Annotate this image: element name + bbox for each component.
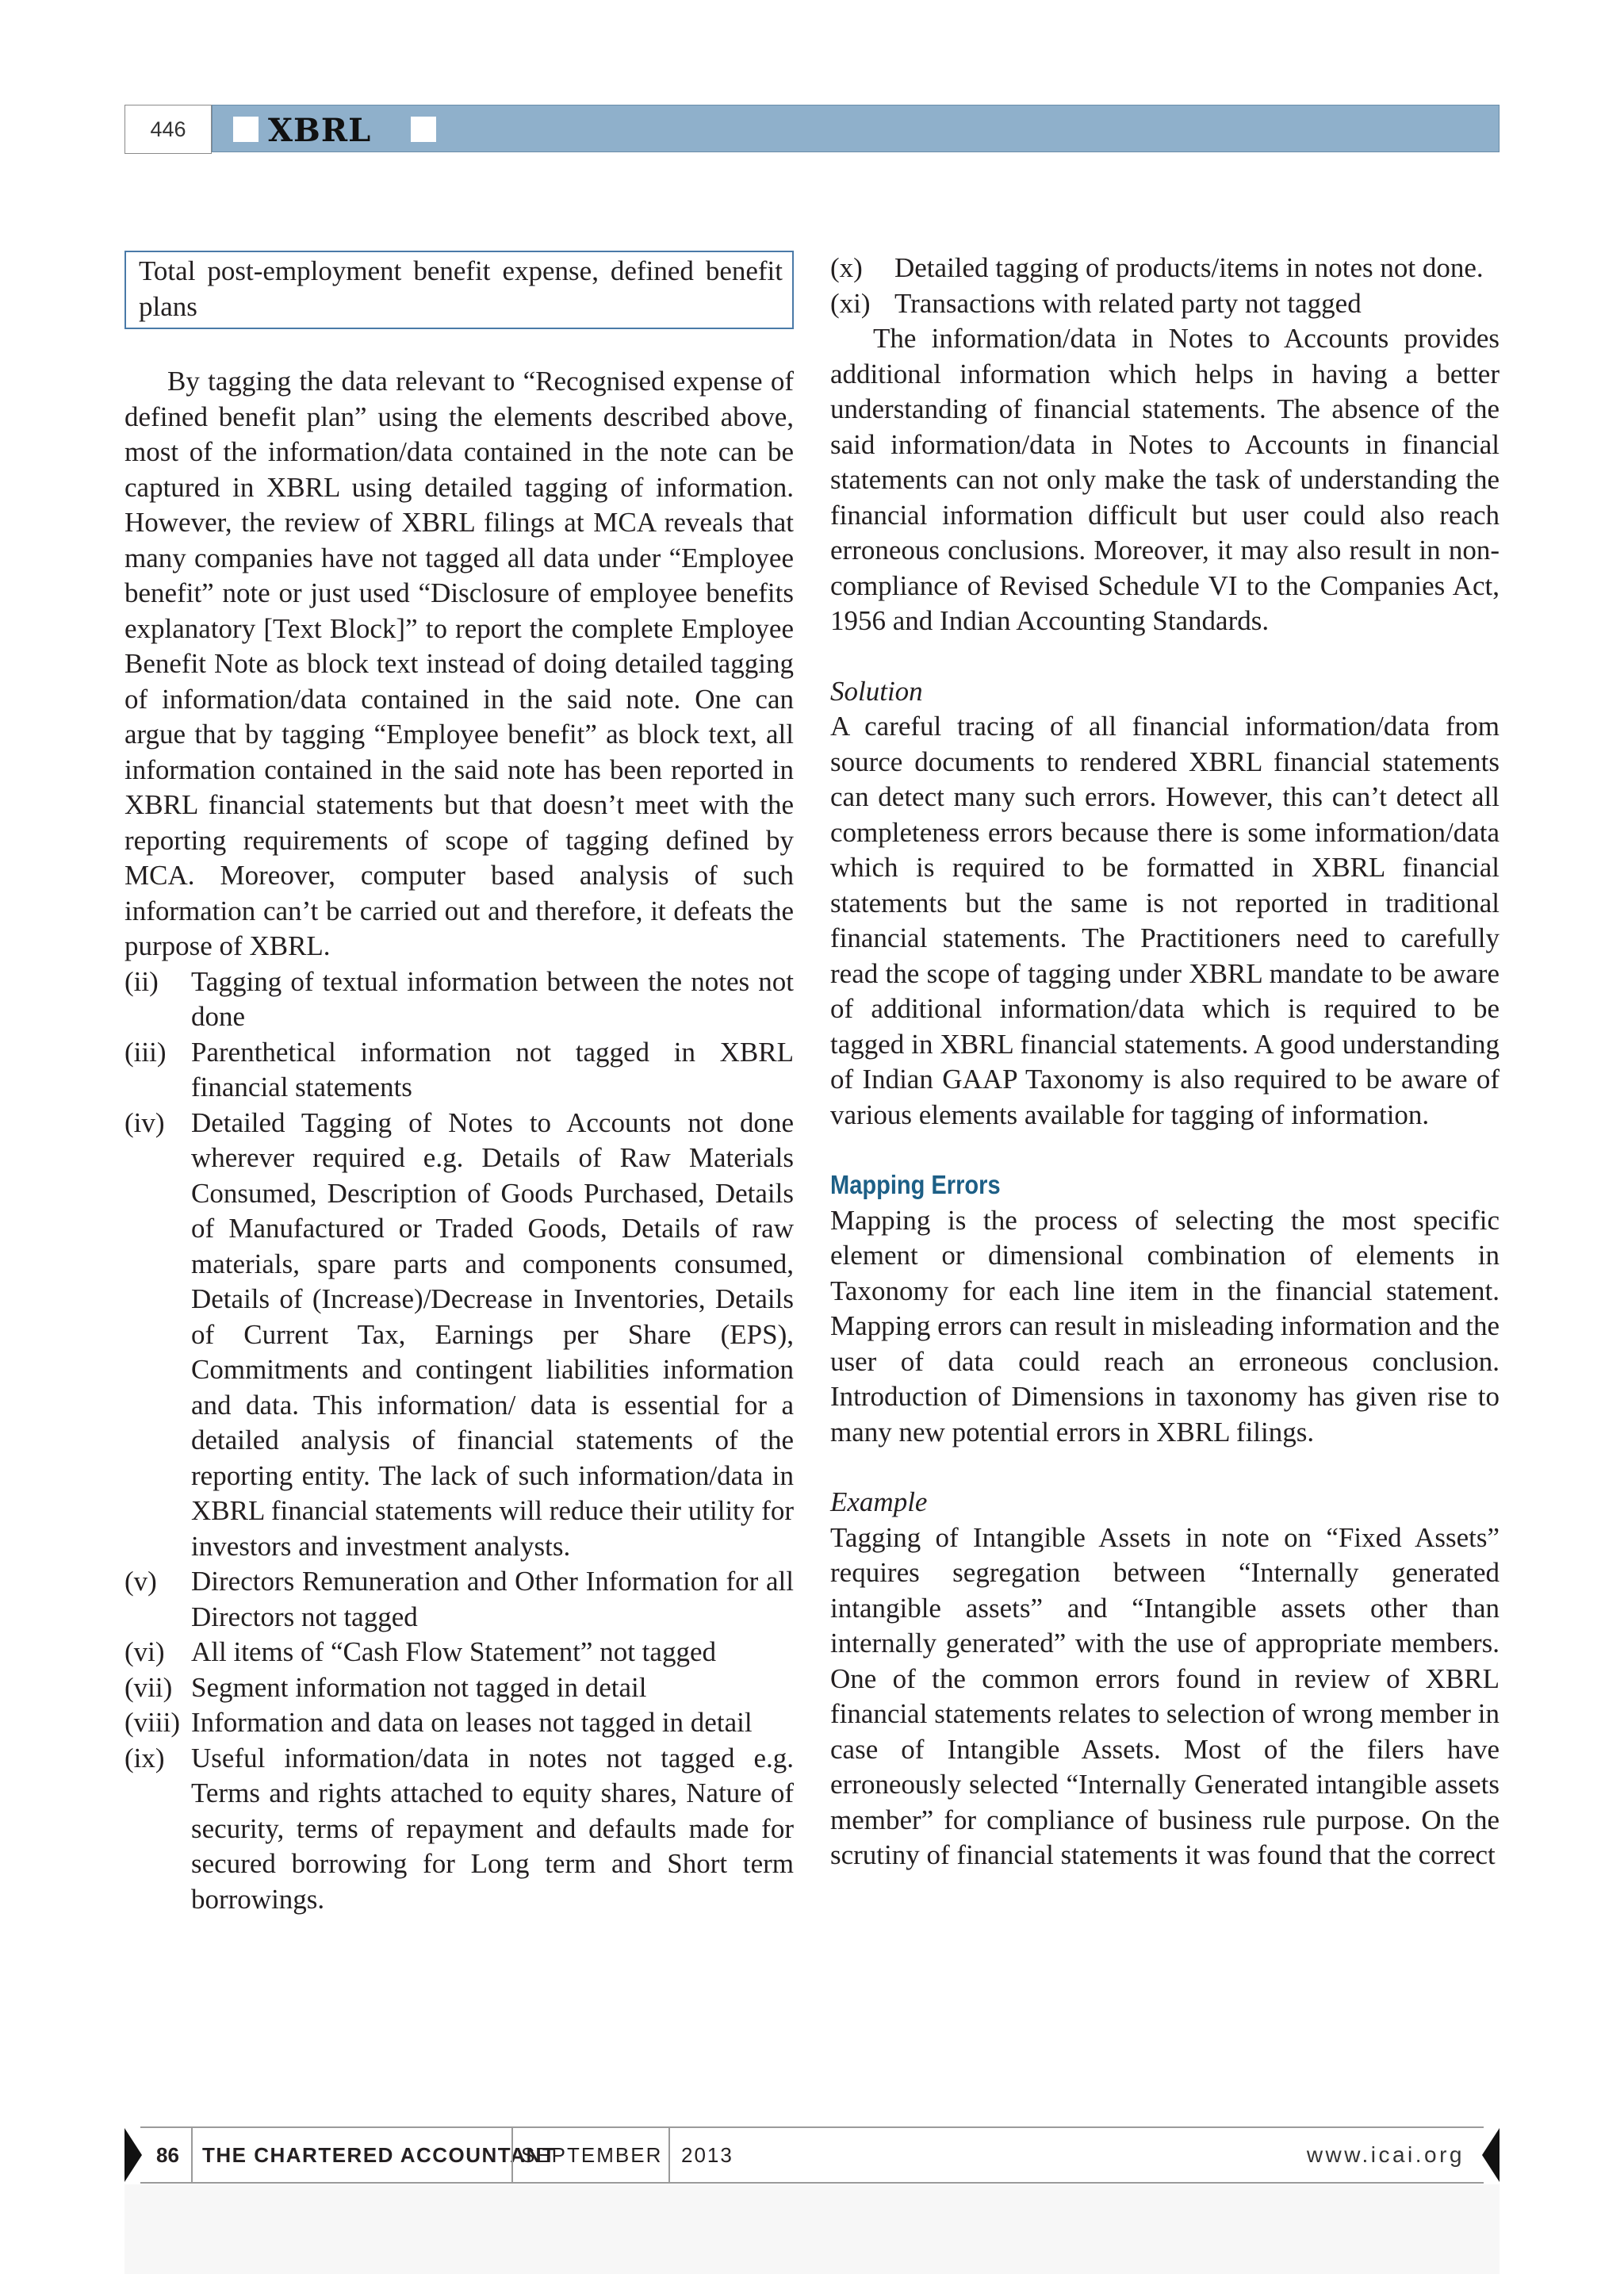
footer-year: 2013 — [668, 2128, 733, 2182]
list-item — [124, 964, 794, 1035]
list-marker: (v) — [124, 1566, 157, 1597]
header-page-number: 446 — [124, 105, 212, 154]
list-item — [830, 251, 1500, 286]
left-column — [124, 251, 794, 1917]
header-bar — [212, 105, 1500, 152]
solution-paragraph: A careful tracing of all financial information/data from source documents to rendered XBRL financial statements can detect many such errors. However, this can’t detect all completeness errors because there is some information/data which is required to be formatted in XBRL financial statements but the same is not reported in traditional financial statements. The Practitioners need to carefully read the scope of tagging under XBRL mandate to be aware of additional information/data which is required to be tagged in XBRL financial statements. A good understanding of Indian GAAP Taxonomy is also required to be aware of various elements available for tagging of information. — [830, 711, 1500, 1130]
list-item — [124, 1564, 794, 1635]
list-text: Tagging of textual information between the notes not done — [191, 965, 794, 1032]
list-marker: (viii) — [124, 1707, 180, 1738]
list-text: Information and data on leases not tagged in detail — [191, 1707, 753, 1738]
error-list-continued — [830, 251, 1500, 321]
boxed-text: Total post-employment benefit expense, defined benefit plans — [139, 255, 783, 322]
list-item — [124, 1035, 794, 1106]
list-marker: (ix) — [124, 1742, 165, 1774]
list-item — [124, 1741, 794, 1918]
square-icon — [411, 117, 436, 142]
list-text: Detailed Tagging of Notes to Accounts not done wherever required e.g. Details of Raw Materials Consumed, Description of Goods Purchased, Details of Manufactured or Traded Goods, Details of raw materials, spare parts and components consumed, Details of (Increase)/Decrease in Inventories, Details of Current Tax, Earnings per Share (EPS), Commitments and contingent liabilities information and data. This information/ data is essential for a detailed analysis of financial statements of the reporting entity. The lack of such information/data in XBRL financial statements will reduce their utility for investors and investment analysts. — [191, 1106, 794, 1562]
list-text: Parenthetical information not tagged in XBRL financial statements — [191, 1036, 794, 1102]
triangle-left-icon — [1482, 2128, 1500, 2182]
triangle-right-icon — [124, 2128, 142, 2182]
list-marker: (xi) — [830, 287, 871, 319]
body-paragraph: By tagging the data relevant to “Recognised expense of defined benefit plan” using the elements described above, most of the information/data contained in the note can be captured in XBRL using detailed tagging of information. However, the review of XBRL filings at MCA reveals that many companies have not tagged all data under “Employee benefit” note or just used “Disclosure of employee benefits explanatory [Text Block]” to report the complete Employee Benefit Note as block text instead of doing detailed tagging of information/data contained in the said note. One can argue that by tagging “Employee benefit” as block text, all information contained in the said note has been reported in XBRL financial statements but that doesn’t meet with the reporting requirements of scope of tagging defined by MCA. Moreover, computer based analysis of such information can’t be carried out and therefore, it defeats the purpose of XBRL. — [124, 366, 794, 961]
list-item — [124, 1670, 794, 1706]
mapping-errors-heading: Mapping Errors — [830, 1170, 1001, 1199]
list-text: Directors Remuneration and Other Information for all Directors not tagged — [191, 1566, 794, 1632]
section-title: XBRL — [268, 112, 372, 149]
square-icon — [233, 117, 259, 142]
boxed-element-label — [124, 251, 794, 329]
list-text: Detailed tagging of products/items in notes not done. — [894, 252, 1484, 283]
mapping-errors-paragraph: Mapping is the process of selecting the most specific element or dimensional combination of elements in Taxonomy for each line item in the financial statement. Mapping errors can result in misleading information and the user of data could reach an erroneous conclusion. Introduction of Dimensions in taxonomy has given rise to many new potential errors in XBRL filings. — [830, 1204, 1500, 1448]
error-list — [124, 964, 794, 1918]
running-footer — [124, 2126, 1500, 2182]
example-heading: Example — [830, 1486, 928, 1517]
footer-magazine-title: THE CHARTERED ACCOUNTANT — [191, 2128, 556, 2182]
list-item — [124, 1705, 794, 1741]
list-marker: (vii) — [124, 1671, 173, 1703]
list-item — [124, 1635, 794, 1670]
footer-website-link[interactable]: www.icai.org — [1306, 2142, 1465, 2167]
running-header — [124, 105, 1500, 154]
body-paragraph: The information/data in Notes to Accounts provides additional information which helps in having a better understanding of financial statements. The absence of the said information/data in Notes to Accounts in financial statements can not only make the task of understanding the financial information difficult but user could also reach erroneous conclusions. Moreover, it may also result in non-compliance of Revised Schedule VI to the Companies Act, 1956 and Indian Accounting Standards. — [830, 323, 1500, 636]
example-paragraph: Tagging of Intangible Assets in note on “Fixed Assets” requires segregation between “Internally generated intangible assets” and “Intangible assets other than internally generated” with the use of appropriate members. One of the common errors found in review of XBRL financial statements relates to selection of wrong member in case of Intangible Assets. Most of the filers have erroneously selected “Internally Generated intangible assets member” for compliance of business rule purpose. On the scrutiny of financial statements it was found that the correct — [830, 1521, 1500, 1870]
footer-page-number: 86 — [156, 2142, 179, 2167]
list-text: Transactions with related party not tagged — [894, 287, 1362, 319]
footer-month: SEPTEMBER — [511, 2128, 662, 2182]
right-column — [830, 251, 1500, 1873]
list-item — [124, 1106, 794, 1565]
solution-heading: Solution — [830, 675, 923, 707]
list-text: Segment information not tagged in detail — [191, 1671, 647, 1703]
page-bottom-margin — [124, 2184, 1500, 2274]
list-text: All items of “Cash Flow Statement” not tagged — [191, 1636, 716, 1667]
list-text: Useful information/data in notes not tagged e.g. Terms and rights attached to equity shares, Nature of security, terms of repayment and defaults made for secured borrowing for Long term and Short term borrowings. — [191, 1742, 794, 1915]
list-marker: (iv) — [124, 1106, 165, 1138]
list-marker: (iii) — [124, 1036, 167, 1068]
list-marker: (x) — [830, 252, 863, 283]
list-marker: (ii) — [124, 965, 159, 997]
list-item — [830, 286, 1500, 322]
list-marker: (vi) — [124, 1636, 165, 1667]
